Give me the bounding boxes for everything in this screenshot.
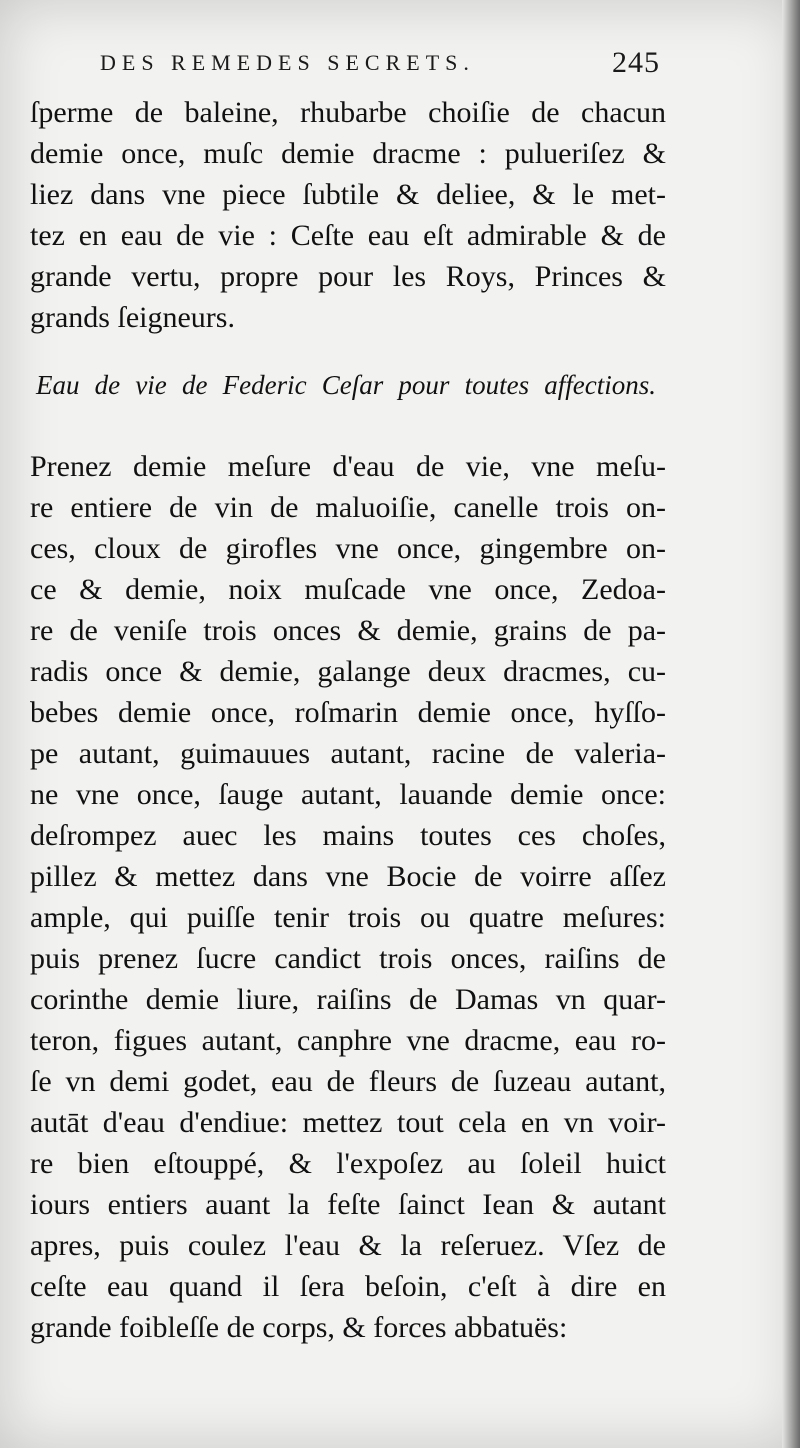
page-header	[100, 46, 660, 86]
paragraph-recipe	[30, 446, 666, 1348]
text-line: re entiere de vin de maluoiſie, canelle trois on-	[30, 491, 666, 524]
text-line: tez en eau de vie : Ceſte eau eſt admirable & de	[30, 219, 666, 252]
text-line: bebes demie once, roſmarin demie once, hyſſo-	[30, 696, 666, 729]
page-gutter-shadow	[782, 0, 800, 1448]
text-line: radis once & demie, galange deux dracmes, cu-	[30, 655, 666, 688]
text-line: pe autant, guimauues autant, racine de valeria-	[30, 737, 666, 770]
text-line: ne vne once, ſauge autant, lauande demie once:	[30, 778, 666, 811]
text-line: ces, cloux de girofles vne once, gingembre on-	[30, 532, 666, 565]
paragraph-continued	[30, 92, 666, 338]
text-line: ſperme de baleine, rhubarbe choiſie de chacun	[30, 96, 666, 129]
text-line: deſrompez auec les mains toutes ces choſes,	[30, 819, 666, 852]
running-title: DES REMEDES SECRETS.	[100, 50, 475, 75]
text-line: ſe vn demi godet, eau de fleurs de ſuzeau autant,	[30, 1065, 666, 1098]
text-line: apres, puis coulez l'eau & la reſeruez. Vſez de	[30, 1229, 666, 1262]
text-line: liez dans vne piece ſubtile & deliee, & le met-	[30, 178, 666, 211]
text-line: demie once, muſc demie dracme : pulueriſez &	[30, 137, 666, 170]
text-line: re de veniſe trois onces & demie, grains de pa-	[30, 614, 666, 647]
text-line: grande foibleſſe de corps, & forces abbatuës:	[30, 1311, 568, 1344]
text-line: ce & demie, noix muſcade vne once, Zedoa-	[30, 573, 666, 606]
text-line: iours entiers auant la feſte ſainct Iean & autant	[30, 1188, 666, 1221]
text-line: grands ſeigneurs.	[30, 301, 235, 334]
text-line: ample, qui puiſſe tenir trois ou quatre meſures:	[30, 901, 666, 934]
text-line: ceſte eau quand il ſera beſoin, c'eſt à dire en	[30, 1270, 666, 1303]
text-line: teron, figues autant, canphre vne dracme, eau ro-	[30, 1024, 666, 1057]
page-number: 245	[612, 46, 660, 79]
text-line: puis prenez ſucre candict trois onces, raiſins de	[30, 942, 666, 975]
text-line: pillez & mettez dans vne Bocie de voirre aſſez	[30, 860, 666, 893]
text-line: corinthe demie liure, raiſins de Damas vn quar-	[30, 983, 666, 1016]
text-line: Prenez demie meſure d'eau de vie, vne meſu-	[30, 450, 666, 483]
text-line: autāt d'eau d'endiue: mettez tout cela en vn voir-	[30, 1106, 666, 1139]
text-line: grande vertu, propre pour les Roys, Princes &	[30, 260, 666, 293]
text-line: re bien eſtouppé, & l'expoſez au ſoleil huict	[30, 1147, 666, 1180]
section-heading: Eau de vie de Federic Ceſar pour toutes affections.	[36, 370, 656, 400]
